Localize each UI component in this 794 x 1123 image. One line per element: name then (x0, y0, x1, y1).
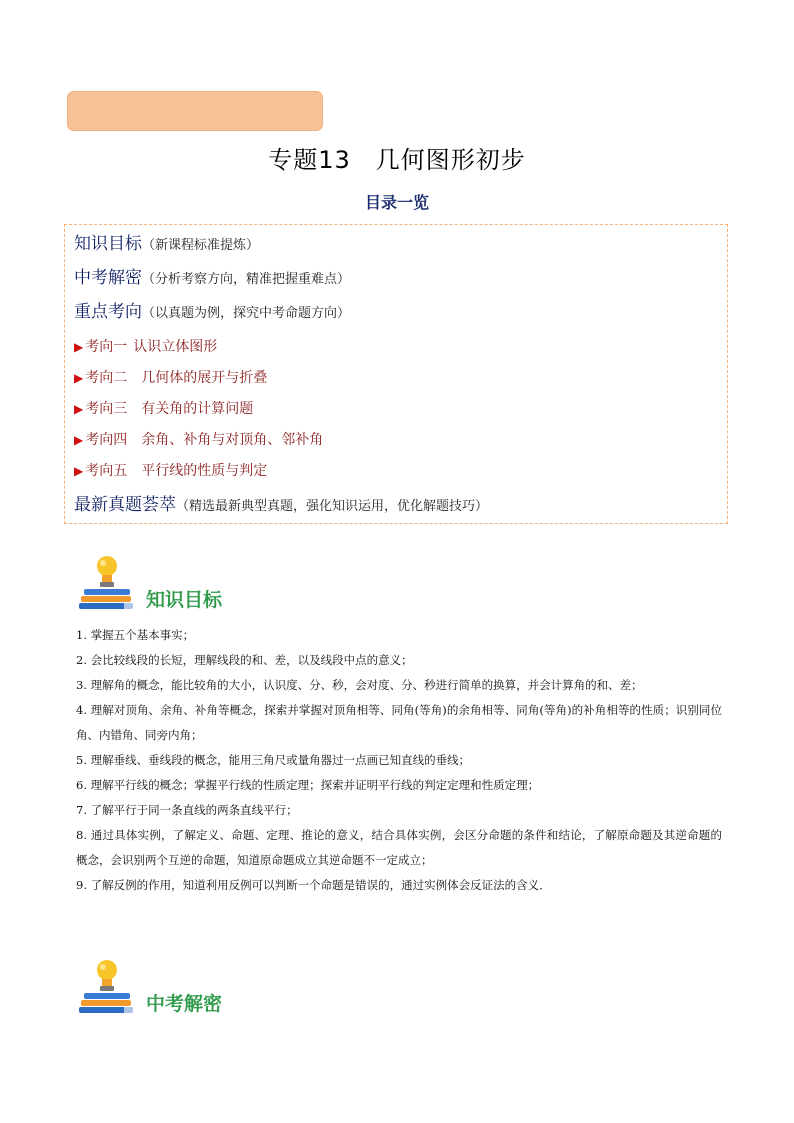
toc-sub-text: 余角、补角与对顶角、邻补角 (141, 432, 324, 448)
toc-sub-item-4[interactable] (74, 429, 323, 449)
list-item: 1. 掌握五个基本事实； (76, 628, 195, 642)
toc-item-label: 最新真题荟萃 (74, 495, 176, 515)
toc-item-label: 中考解密 (74, 268, 142, 288)
toc-item-focus[interactable] (74, 297, 350, 322)
list-item: 2. 会比较线段的长短，理解线段的和、差，以及线段中点的意义； (76, 653, 413, 667)
list-item: 7. 了解平行于同一条直线的两条直线平行； (76, 803, 298, 817)
list-item: 4. 理解对顶角、余角、补角等概念，探索并掌握对顶角相等、同角(等角)的余角相等、同角(等角)的补角相等的性质；识别同位角、内错角、同旁内角； (76, 703, 722, 742)
header-banner (67, 91, 323, 131)
play-arrow-icon: ▶ (74, 371, 84, 385)
section-heading-knowledge (76, 553, 276, 615)
lightbulb-books-icon (76, 553, 138, 615)
toc-item-note: （新课程标准提炼） (142, 238, 260, 253)
list-item: 9. 了解反例的作用，知道利用反例可以判断一个命题是错误的，通过实例体会反证法的含义． (76, 878, 551, 892)
toc-sub-text: 几何体的展开与折叠 (141, 370, 268, 386)
lightbulb-books-icon (76, 957, 138, 1019)
toc-sub-text: 平行线的性质与判定 (141, 463, 268, 479)
play-arrow-icon: ▶ (74, 402, 84, 416)
toc-sub-prefix: 考向二 (85, 370, 128, 386)
section-label: 知识目标 (146, 589, 223, 611)
page-title: 专题13 几何图形初步 (268, 146, 526, 174)
toc-item-note: （以真题为例，探究中考命题方向） (142, 306, 351, 321)
toc-sub-prefix: 考向一 (85, 339, 128, 355)
toc-sub-prefix: 考向四 (85, 432, 128, 448)
play-arrow-icon: ▶ (74, 464, 84, 478)
play-arrow-icon: ▶ (74, 340, 84, 354)
list-item: 6. 理解平行线的概念；掌握平行线的性质定理；探索并证明平行线的判定定理和性质定理； (76, 778, 540, 792)
play-arrow-icon: ▶ (74, 433, 84, 447)
toc-sub-prefix: 考向五 (85, 463, 128, 479)
toc-sub-item-5[interactable] (74, 460, 267, 480)
section-label: 中考解密 (146, 993, 223, 1015)
toc-item-label: 重点考向 (74, 302, 142, 322)
toc-sub-text: 有关角的计算问题 (141, 401, 254, 417)
toc-item-decode[interactable] (74, 263, 350, 288)
list-item: 5. 理解垂线、垂线段的概念，能用三角尺或量角器过一点画已知直线的垂线； (76, 753, 471, 767)
toc-sub-item-3[interactable] (74, 398, 253, 418)
toc-box (64, 224, 728, 524)
toc-item-note: （分析考察方向，精准把握重难点） (142, 272, 351, 287)
toc-item-latest[interactable] (74, 490, 488, 515)
knowledge-list (76, 623, 722, 898)
section-heading-decode (76, 957, 276, 1019)
toc-item-label: 知识目标 (74, 234, 142, 254)
toc-sub-prefix: 考向三 (85, 401, 128, 417)
list-item: 8. 通过具体实例，了解定义、命题、定理、推论的意义，结合具体实例，会区分命题的条件和结论，了解原命题及其逆命题的概念，会识别两个互逆的命题，知道原命题成立其逆命题不一定成立； (76, 828, 722, 867)
toc-sub-item-1[interactable] (74, 336, 217, 356)
toc-item-knowledge[interactable] (74, 229, 259, 254)
toc-sub-text: 认识立体图形 (133, 339, 218, 355)
toc-item-note: （精选最新典型真题，强化知识运用，优化解题技巧） (176, 499, 489, 514)
list-item: 3. 理解角的概念，能比较角的大小，认识度、分、秒，会对度、分、秒进行简单的换算，并会计算角的和、差； (76, 678, 643, 692)
toc-sub-item-2[interactable] (74, 367, 267, 387)
toc-heading: 目录一览 (364, 193, 429, 212)
